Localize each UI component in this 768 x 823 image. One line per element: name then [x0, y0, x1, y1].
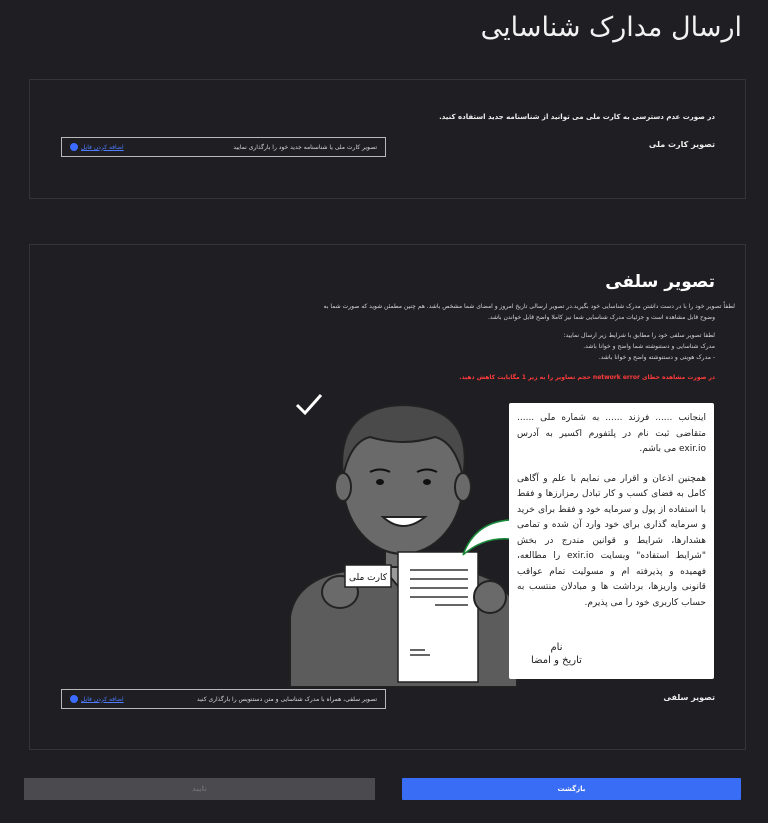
selfie-section [29, 244, 746, 750]
check-icon [297, 395, 321, 413]
selfie-add-file-label: اضافه کردن فایل [81, 695, 124, 703]
doc-sig-date: تاریخ و امضا [531, 655, 582, 666]
selfie-req-title: لطفا تصویر سلفی خود را مطابق با شرایط زیر ارسال نمایید: [563, 332, 715, 339]
national-card-upload-box[interactable] [61, 137, 386, 157]
national-card-section [29, 79, 746, 199]
selfie-warning: در صورت مشاهده خطای network error حجم تصاویر را به زیر 1 مگابایت کاهش دهید. [459, 374, 715, 381]
selfie-title: تصویر سلفی [605, 272, 715, 292]
national-card-note: در صورت عدم دسترسی به کارت ملی می توانید از شناسنامه جدید استفاده کنید. [439, 113, 715, 121]
upload-icon [70, 143, 78, 151]
selfie-req-1: مدرک شناسایی و دستنوشته شما واضح و خوانا باشد. [583, 343, 715, 350]
doc-paragraph-1: اینجانب ...... فرزند ...... به شماره ملی ...... متقاضی ثبت نام در پلتفورم اکسیر به آدرس exir.io می باشم. [517, 413, 706, 454]
id-card-text: کارت ملی [348, 573, 388, 583]
national-card-add-file-link[interactable] [70, 143, 124, 151]
back-button[interactable]: بازگشت [402, 778, 741, 800]
national-card-upload-hint: تصویر کارت ملی یا شناسنامه جدید خود را بارگذاری نمایید [233, 143, 377, 151]
doc-paragraph-2: همچنین اذعان و اقرار می نمایم با علم و آگاهی کامل به فضای کسب و کار تبادل رمزارزها و فقط با استفاده از پول و سرمایه خود و فقط برای خرید و سرمایه گذاری برای خود وارد آن شده و تمامی هشدارها، شرایط و قوانین مندرج در بخش "شرایط استفاده" وبسایت exir.io را مطالعه، فهمیده و پذیرفته ام و مسولیت تمام عواقب قانونی واریزها، برداشت ها و مبادلان منتسب به حساب کاربری خود را می پذیرم. [517, 473, 706, 608]
handwritten-paper [398, 552, 478, 682]
upload-icon [70, 695, 78, 703]
national-card-add-file-label: اضافه کردن فایل [81, 143, 124, 151]
selfie-label: تصویر سلفی [663, 693, 715, 702]
selfie-add-file-link[interactable] [70, 695, 124, 703]
confirm-button[interactable]: تایید [24, 778, 375, 800]
selfie-upload-hint: تصویر سلفی، همراه با مدرک شناسایی و متن دستنویس را بارگذاری کنید [196, 695, 377, 703]
page-title: ارسال مدارک شناسایی [480, 12, 742, 43]
sample-document-card [509, 403, 714, 679]
selfie-intro-2: وضوح قابل مشاهده است و جزئیات مدرک شناسایی شما نیز کاملا واضح قابل خواندن باشد. [487, 314, 715, 321]
doc-sig-name: نام [550, 642, 563, 653]
national-card-label: تصویر کارت ملی [648, 140, 715, 149]
selfie-upload-box[interactable] [61, 689, 386, 709]
selfie-req-2: - مدرک هویتی و دستنوشته واضح و خوانا باشد. [598, 354, 715, 361]
selfie-intro-1: لطفاً تصویر خود را با در دست داشتن مدرک شناسایی خود بگیرید.در تصویر ارسالی تاریخ امروز و امضای شما مشخص باشد. هم چنین مطمئن شوید که صورت شما به [323, 303, 735, 310]
